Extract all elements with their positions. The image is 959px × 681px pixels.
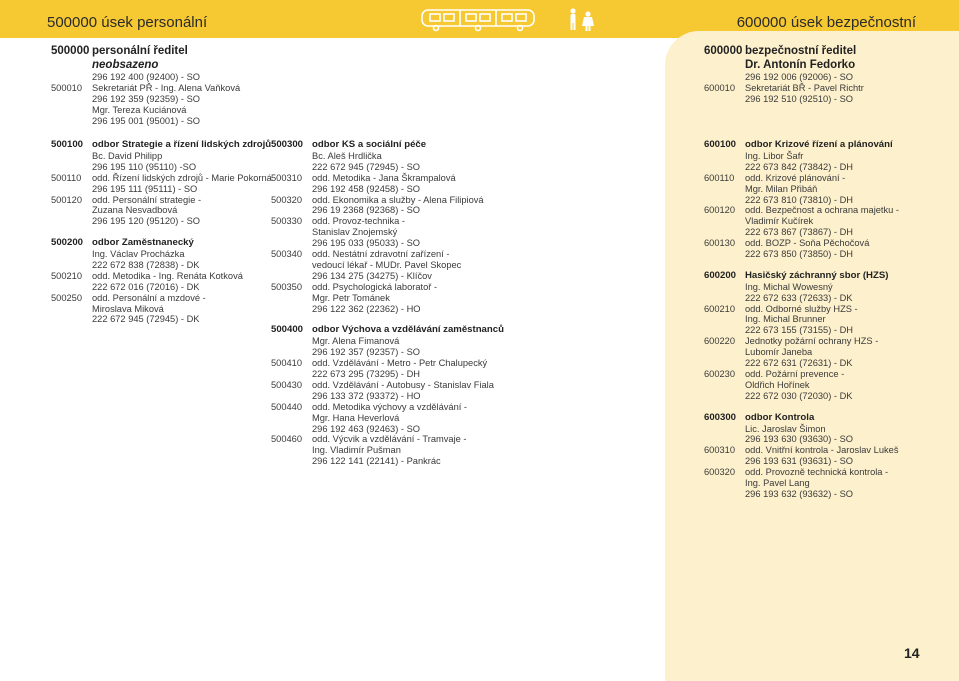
org-entry [704,238,919,260]
entry-title: odd. Nestátní zdravotní zařízení - [312,249,450,260]
entry-code: 600000 [704,45,743,57]
entry-title: odd. Personální a mzdové - [92,292,206,303]
entry-code: 500000 [51,45,90,57]
org-entry [51,172,272,195]
entry-code: 500440 [271,401,303,412]
org-entry [271,379,494,402]
entry-line: 222 672 945 (72945) - SO [312,161,421,172]
entry-title: odbor Zaměstnanecký [92,237,194,249]
entry-line: 296 122 362 (22362) - HO [312,303,421,314]
entry-title: odd. Vzdělávání - Metro - Petr Chalupecký [312,358,488,369]
entry-line: Stanislav Znojemský [312,227,398,238]
security-column [704,140,919,500]
org-entry [704,445,919,467]
org-entry [704,205,919,238]
org-entry [51,195,266,228]
entry-lines [745,238,919,260]
entry-title: odd. BOZP - Soňa Pěchočová [745,238,870,249]
entry-title: personální ředitel [92,45,188,57]
entry-line: 296 192 357 (92357) - SO [312,347,421,358]
org-entry [271,140,486,173]
org-entry [51,139,272,173]
entry-line: 222 673 867 (73867) - DH [745,227,854,238]
entry-line: 296 133 372 (93372) - HO [312,390,421,401]
entry-line: 296 122 141 (22141) - Pankrác [312,456,441,467]
entry-title: odd. Provozně technická kontrola - [745,467,889,478]
entry-lines [92,83,271,127]
entry-line: Ing. Michal Brunner [745,314,826,325]
entry-title: odbor Kontrola [745,411,815,423]
entry-lines [312,173,486,195]
org-entry [271,195,486,217]
entry-line: 296 195 110 (95110) -SO [92,161,197,172]
entry-line: Ing. Pavel Lang [745,478,810,489]
people-icon [566,8,600,32]
entry-line: 222 673 842 (73842) - DH [745,161,854,172]
entry-lines [745,336,919,369]
entry-title: odbor Strategie a řízení lidských zdrojů [92,139,272,150]
entry-line: Ing. Vladimír Pušman [312,445,401,456]
entry-code: 500210 [51,270,83,281]
org-entry [51,238,266,271]
entry-line: vedoucí lékař - MUDr. Pavel Skopec [312,259,462,270]
entry-name: Dr. Antonín Fedorko [745,59,856,71]
entry-code: 500330 [271,216,303,227]
entry-line: 222 673 850 (73850) - DH [745,249,854,260]
entry-code: 600120 [704,205,736,216]
entry-phone: 296 192 006 (92006) - SO [745,72,854,82]
entry-line: Ing. Libor Šafr [745,150,804,161]
entry-line: 296 193 630 (93630) - SO [745,434,854,445]
entry-title: odd. Požární prevence - [745,369,845,380]
entry-line: 296 192 359 (92359) - SO [92,93,201,104]
entry-line: Sekretariát BŘ - Pavel Richtr [745,82,864,93]
entry-lines [745,445,919,467]
entry-title: odd. Krizové plánování - [745,172,846,183]
org-entry [704,467,919,500]
entry-line: Miroslava Miková [92,303,164,314]
org-entry [51,293,266,326]
entry-title: odd. Personální strategie - [92,194,202,205]
entry-code: 500460 [271,434,303,445]
entry-lines [745,140,919,173]
entry-code: 500010 [51,82,83,93]
entry-title: Hasičský záchranný sbor (HZS) [745,269,889,281]
entry-line: 222 672 016 (72016) - DK [92,281,200,292]
entry-code: 600210 [704,303,736,314]
entry-lines [745,467,919,500]
entry-code: 600130 [704,238,736,249]
entry-line: 296 193 632 (93632) - SO [745,488,854,499]
entry-lines [745,271,919,304]
entry-lines [745,205,919,238]
entry-line: 296 192 458 (92458) - SO [312,183,421,194]
entry-line: Ing. Michal Wowesný [745,281,833,292]
org-entry [271,358,486,380]
entry-title: odbor Výchova a vzdělávání zaměstnanců [312,324,504,336]
entry-line: Vladimír Kučírek [745,216,814,227]
entry-lines [92,140,271,173]
entry-lines [745,83,924,105]
entry-line: 296 195 033 (95033) - SO [312,238,421,249]
entry-line: Mgr. Petr Tománek [312,292,390,303]
entry-line: Mgr. Milan Přibáň [745,183,818,194]
org-entry [271,249,486,282]
entry-line: 296 195 120 (95120) - SO [92,216,201,227]
entry-title: odd. Metodika - Jana Škrampalová [312,172,456,183]
entry-lines [312,195,486,217]
entry-line: 296 192 463 (92463) - SO [312,423,421,434]
entry-title: odd. Vzdělávání - Autobusy - Stanislav Fiala [312,379,494,390]
entry-lines [312,358,487,380]
entry-line: 296 134 275 (34275) - Klíčov [312,270,432,281]
org-entry [704,413,919,446]
entry-name: neobsazeno [92,59,159,71]
entry-lines [312,282,486,315]
entry-line: Mgr. Hana Heverlová [312,412,400,423]
entry-phone: 296 192 400 (92400) - SO [92,72,201,82]
entry-title: odbor Krizové řízení a plánování [745,139,893,150]
org-entry [271,324,504,358]
entry-line: 222 673 810 (73810) - DH [745,194,854,205]
entry-lines [745,304,919,337]
left-section-title: 500000 úsek personální [47,14,208,31]
entry-lines [92,271,266,293]
entry-title: odd. Psychologická laboratoř - [312,281,438,292]
entry-title: odd. Odborné služby HZS - [745,303,858,314]
entry-line: Sekretariát PŘ - Ing. Alena Vaňková [92,82,241,93]
entry-line: Mgr. Tereza Kuciánová [92,104,187,115]
personal-director-block [51,44,271,127]
personal-column-1 [51,139,272,325]
entry-line: 222 672 633 (72633) - DK [745,292,853,303]
entry-code: 500300 [271,139,304,150]
entry-line: 296 192 510 (92510) - SO [745,93,854,104]
entry-code: 500120 [51,194,83,205]
entry-lines [92,238,266,271]
entry-line: Oldřich Hořínek [745,379,810,390]
org-entry [704,304,919,337]
entry-line: 222 672 030 (72030) - DK [745,390,853,401]
entry-code: 500110 [51,172,82,183]
entry-code: 600320 [704,467,736,478]
entry-code: 600230 [704,369,736,380]
entry-code: 600300 [704,411,737,423]
entry-code: 600220 [704,336,736,347]
entry-line: 296 195 111 (95111) - SO [92,183,198,194]
entry-line: Lic. Jaroslav Šimon [745,423,826,434]
entry-line: 222 672 838 (72838) - DK [92,259,200,270]
entry-line: 296 195 001 (95001) - SO [92,115,201,126]
entry-title: odd. Ekonomika a služby - Alena Filipiová [312,194,484,205]
entry-code: 600100 [704,139,737,150]
org-entry [271,282,486,315]
entry-line: Mgr. Alena Fimanová [312,336,400,347]
entry-code: 500200 [51,237,84,249]
entry-lines [312,325,504,358]
org-entry [271,402,486,435]
entry-lines [312,140,486,173]
org-entry [51,271,266,293]
entry-code: 500250 [51,292,83,303]
entry-title: odd. Bezpečnost a ochrana majetku - [745,205,900,216]
org-entry [704,369,919,402]
right-section-title: 600000 úsek bezpečnostní [736,14,916,31]
entry-lines [745,173,919,206]
entry-code: 500410 [271,358,303,369]
entry-title: Jednotky požární ochrany HZS - [745,336,879,347]
entry-lines [312,216,486,249]
entry-code: 500340 [271,249,303,260]
tram-icon [420,6,540,32]
org-entry [271,216,486,249]
entry-code: 600110 [704,172,735,183]
entry-title: odd. Metodika - Ing. Renáta Kotková [92,270,243,281]
entry-title: odbor KS a sociální péče [312,139,427,150]
entry-code: 500430 [271,379,303,390]
entry-line: 296 19 2368 (92368) - SO [312,205,421,216]
org-entry [271,434,486,467]
entry-line: 222 673 155 (73155) - DH [745,325,854,336]
entry-lines [92,173,272,195]
entry-lines [745,369,919,402]
entry-line: Bc. David Philipp [92,150,163,161]
entry-title: odd. Řízení lidských zdrojů - Marie Pokorná [92,172,272,183]
entry-lines [92,293,266,326]
org-entry [704,336,919,369]
entry-line: 296 193 631 (93631) - SO [745,456,854,467]
entry-lines [312,380,494,402]
org-entry [704,173,919,206]
entry-line: 222 673 295 (73295) - DH [312,369,421,380]
entry-code: 600010 [704,82,736,93]
personal-column-2 [271,139,504,467]
security-director-block [704,44,924,105]
org-entry [704,271,919,304]
org-entry [704,140,919,173]
entry-title: odd. Metodika výchovy a vzdělávání - [312,401,468,412]
entry-code: 600200 [704,269,737,281]
entry-line: Lubomír Janeba [745,347,813,358]
entry-code: 500350 [271,281,303,292]
entry-title: bezpečnostní ředitel [745,45,857,57]
entry-line: 222 672 631 (72631) - DK [745,358,853,369]
entry-code: 500310 [271,172,303,183]
entry-lines [312,249,486,282]
entry-title: odd. Provoz-technika - [312,216,406,227]
page-number: 14 [904,645,920,661]
entry-line: Bc. Aleš Hrdlička [312,150,382,161]
entry-code: 600310 [704,445,736,456]
entry-lines [92,195,266,228]
entry-code: 500400 [271,324,304,336]
entry-line: 222 672 945 (72945) - DK [92,314,200,325]
entry-lines [312,434,486,467]
entry-line: Zuzana Nesvadbová [92,205,178,216]
entry-line: Ing. Václav Procházka [92,249,185,260]
entry-code: 500320 [271,194,303,205]
entry-title: odd. Vnitřní kontrola - Jaroslav Lukeš [745,445,899,456]
entry-title: odd. Výcvik a vzdělávání - Tramvaje - [312,434,467,445]
org-entry [271,173,486,195]
entry-code: 500100 [51,139,84,150]
entry-lines [745,413,919,446]
entry-lines [312,402,486,435]
